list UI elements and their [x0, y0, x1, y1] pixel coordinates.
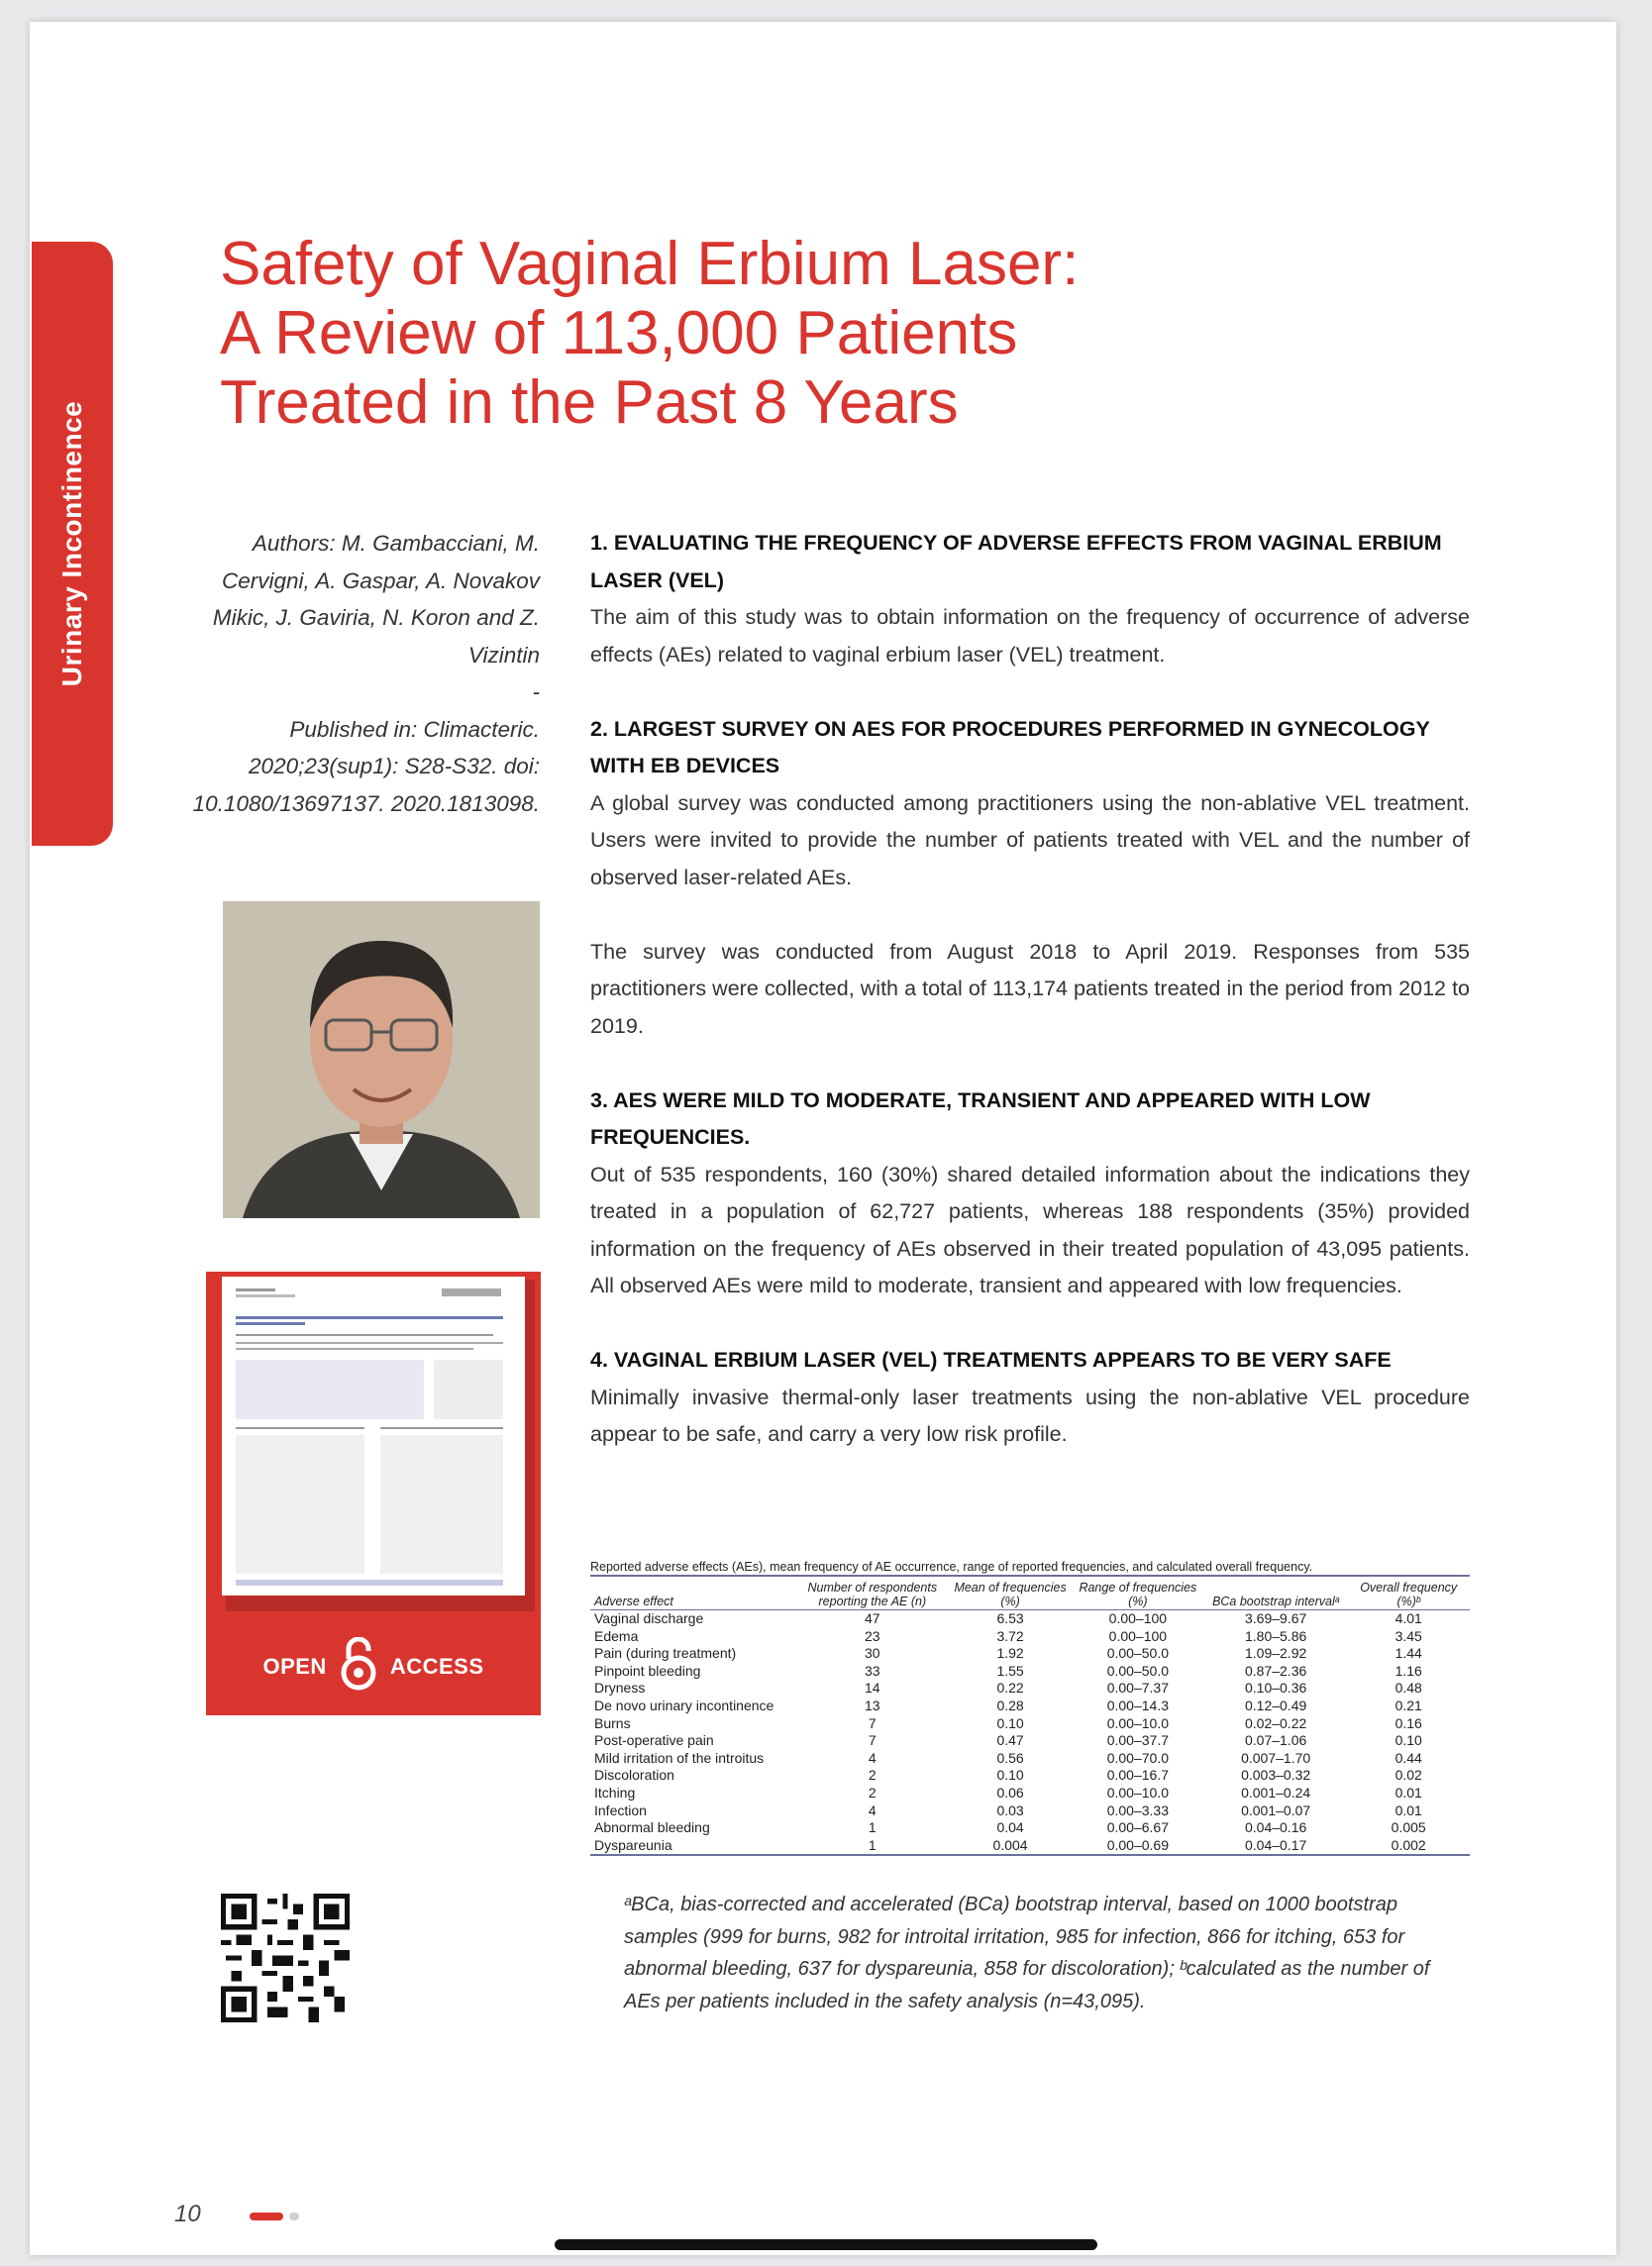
table-cell: 0.10 [996, 1714, 1024, 1731]
table-row [590, 1680, 1470, 1698]
table-cell: 0.001–0.24 [1241, 1784, 1311, 1801]
article-title-line-2: A Review of 113,000 Patients [220, 299, 1018, 367]
table-cell: 3.45 [1394, 1627, 1422, 1644]
page-indicator-active [250, 2213, 283, 2220]
table-cell: 0.06 [996, 1784, 1024, 1801]
table-cell: 4 [868, 1802, 877, 1818]
table-cell: Vaginal discharge [594, 1610, 704, 1626]
table-header: Adverse effect [590, 1576, 795, 1610]
table-cell: Dyspareunia [594, 1836, 672, 1853]
open-access-badge [206, 1618, 541, 1715]
table-header-row [590, 1576, 1470, 1610]
table-row [590, 1732, 1470, 1750]
table-cell: Infection [594, 1802, 647, 1818]
table-cell: Burns [594, 1714, 631, 1731]
table-cell: 0.21 [1394, 1697, 1422, 1713]
table-row [590, 1750, 1470, 1768]
table-cell: 0.003–0.32 [1241, 1767, 1311, 1784]
table-cell: 0.00–100 [1108, 1610, 1168, 1626]
table-row [590, 1837, 1470, 1856]
table-cell: 6.53 [996, 1610, 1024, 1626]
table-cell: 0.87–2.36 [1244, 1662, 1307, 1679]
table-cell: 0.10–0.36 [1244, 1680, 1307, 1697]
table-cell: 0.04–0.17 [1244, 1836, 1307, 1853]
table-cell: 0.00–10.0 [1106, 1784, 1170, 1801]
table-cell: 0.00–7.37 [1106, 1680, 1170, 1697]
table-row [590, 1645, 1470, 1663]
table-cell: 33 [865, 1662, 880, 1679]
table-cell: 0.00–3.33 [1106, 1802, 1170, 1818]
article-body [590, 525, 1470, 1491]
table-cell: 0.00–50.0 [1106, 1662, 1170, 1679]
table-header: Range of frequencies (%) [1072, 1576, 1204, 1610]
table-cell: 0.04 [996, 1819, 1024, 1836]
home-indicator[interactable] [555, 2239, 1097, 2250]
table-cell: 7 [868, 1714, 877, 1731]
section-2 [590, 711, 1470, 1046]
table-header: Number of respondents reporting the AE (n) [795, 1576, 949, 1610]
section-4 [590, 1342, 1470, 1454]
table-row [590, 1767, 1470, 1785]
table-cell: 2 [868, 1767, 877, 1784]
table-cell: Edema [594, 1627, 639, 1644]
table-cell: 4 [868, 1749, 877, 1766]
section-4-paragraph: Minimally invasive thermal-only laser treatments using the non-ablative VEL procedure appear to be safe, and carry a very low risk profile. [590, 1385, 1470, 1446]
table-cell: Abnormal bleeding [594, 1819, 710, 1836]
table-header: BCa bootstrap intervalᵃ [1204, 1576, 1348, 1610]
section-1-heading: 1. EVALUATING THE FREQUENCY OF ADVERSE EFFECTS FROM VAGINAL ERBIUM LASER (VEL) [590, 531, 1442, 592]
table-cell: 0.002 [1391, 1836, 1426, 1853]
table-cell: 0.48 [1394, 1680, 1422, 1697]
table-cell: Pinpoint bleeding [594, 1662, 701, 1679]
table-header: Overall frequency (%)ᵇ [1347, 1576, 1470, 1610]
table-cell: 23 [865, 1627, 880, 1644]
table-cell: 1.09–2.92 [1244, 1645, 1307, 1662]
section-1 [590, 525, 1470, 673]
table-cell: 0.07–1.06 [1244, 1732, 1307, 1749]
table-cell: 13 [865, 1697, 880, 1713]
table-cell: 0.00–37.7 [1106, 1732, 1170, 1749]
table-cell: 0.005 [1391, 1819, 1426, 1836]
table-cell: 0.01 [1394, 1802, 1422, 1818]
table-cell: 0.00–0.69 [1106, 1836, 1170, 1853]
author-photo [223, 901, 540, 1218]
open-access-right: ACCESS [389, 1654, 484, 1679]
table-cell: 0.47 [996, 1732, 1024, 1749]
table-row [590, 1715, 1470, 1733]
table-cell: 1 [868, 1836, 877, 1853]
table-cell: 0.04–0.16 [1244, 1819, 1307, 1836]
table-cell: 0.007–1.70 [1241, 1749, 1311, 1766]
qr-code-icon[interactable] [221, 1894, 350, 2022]
page-indicator-dot [289, 2213, 299, 2220]
table-row [590, 1819, 1470, 1837]
table-cell: 0.00–10.0 [1106, 1714, 1170, 1731]
table-cell: 1.92 [996, 1645, 1024, 1662]
publication-text: Published in: Climacteric. 2020;23(sup1): S28-S32. doi: 10.1080/13697137. 2020.1813098. [192, 716, 540, 816]
table-row [590, 1628, 1470, 1646]
paper-thumbnail-card[interactable] [206, 1272, 541, 1715]
table-cell: 0.02 [1394, 1767, 1422, 1784]
table-cell: 0.004 [992, 1836, 1028, 1853]
table-cell: 30 [865, 1645, 880, 1662]
table-cell: 0.00–70.0 [1106, 1749, 1170, 1766]
table-footnote: ᵃBCa, bias-corrected and accelerated (BCa) bootstrap interval, based on 1000 bootstrap samples (999 for burns, 982 for introital irritation, 985 for infection, 866 for itching, 653 for abnormal bleeding, 637 for dyspareunia, 858 for discoloration); ᵇcalculated as the number of AEs per patients included in the safety analysis (n=43,095). [624, 1894, 1430, 2012]
table-cell: 0.12–0.49 [1244, 1697, 1307, 1713]
table-header: Mean of frequencies (%) [949, 1576, 1072, 1610]
page-indicator [250, 2213, 299, 2220]
table-cell: 1.16 [1394, 1662, 1422, 1679]
section-4-heading: 4. VAGINAL ERBIUM LASER (VEL) TREATMENTS APPEARS TO BE VERY SAFE [590, 1348, 1392, 1372]
table-cell: 4.01 [1394, 1610, 1422, 1626]
table-cell: 2 [868, 1784, 877, 1801]
open-access-left: OPEN [262, 1654, 327, 1679]
table-cell: 0.56 [996, 1749, 1024, 1766]
table-caption: Reported adverse effects (AEs), mean frequency of AE occurrence, range of reported frequencies, and calculated overall frequency. [590, 1560, 1313, 1574]
table-cell: 0.16 [1394, 1714, 1422, 1731]
section-3 [590, 1082, 1470, 1305]
table-row [590, 1785, 1470, 1802]
section-2-paragraph-1: A global survey was conducted among practitioners using the non-ablative VEL treatment. Users were invited to provide the number of patients treated with VEL and the number of observed laser-related AEs. [590, 790, 1470, 889]
table-cell: Post-operative pain [594, 1732, 714, 1749]
table-cell: Pain (during treatment) [594, 1645, 737, 1662]
open-access-lock-icon [339, 1637, 378, 1697]
meta-separator: - [532, 679, 540, 704]
adverse-effects-table-block [590, 1559, 1470, 1856]
paper-thumbnail-illustration [222, 1277, 525, 1596]
table-cell: 0.00–50.0 [1106, 1645, 1170, 1662]
table-cell: 47 [865, 1610, 880, 1626]
section-side-tab [32, 242, 113, 846]
table-row [590, 1698, 1470, 1715]
table-cell: 0.10 [996, 1767, 1024, 1784]
table-cell: 0.44 [1394, 1749, 1422, 1766]
page-number: 10 [174, 2201, 201, 2227]
authors-text: Authors: M. Gambacciani, M. Cervigni, A. Gaspar, A. Novakov Mikic, J. Gaviria, N. Koron and Z. Vizintin [212, 531, 540, 668]
article-title-line-3: Treated in the Past 8 Years [220, 368, 959, 437]
article-title [220, 230, 1210, 438]
table-cell: 0.03 [996, 1802, 1024, 1818]
author-photo-illustration [223, 901, 540, 1218]
table-cell: 0.00–100 [1108, 1627, 1168, 1644]
section-3-paragraph: Out of 535 respondents, 160 (30%) shared detailed information about the indications they treated in a population of 62,727 patients, whereas 188 respondents (35%) provided information on the frequency of AEs observed in their treated population of 43,095 patients. All observed AEs were mild to moderate, transient and appeared with low frequencies. [590, 1162, 1470, 1297]
table-cell: 0.02–0.22 [1244, 1714, 1307, 1731]
section-2-heading: 2. LARGEST SURVEY ON AES FOR PROCEDURES PERFORMED IN GYNECOLOGY WITH EB DEVICES [590, 716, 1430, 777]
table-cell: 1.44 [1394, 1645, 1422, 1662]
table-cell: 1 [868, 1819, 877, 1836]
table-cell: Discoloration [594, 1767, 674, 1784]
table-cell: 0.00–16.7 [1106, 1767, 1170, 1784]
table-cell: 0.22 [996, 1680, 1024, 1697]
table-cell: Itching [594, 1784, 636, 1801]
table-cell: 7 [868, 1732, 877, 1749]
table-cell: 14 [865, 1680, 880, 1697]
table-cell: 0.00–6.67 [1106, 1819, 1170, 1836]
table-row [590, 1610, 1470, 1628]
table-cell: 0.28 [996, 1697, 1024, 1713]
section-2-paragraph-2: The survey was conducted from August 2018 to April 2019. Responses from 535 practitioners were collected, with a total of 113,174 patients treated in the period from 2012 to 2019. [590, 939, 1470, 1038]
table-row [590, 1802, 1470, 1820]
table-cell: 1.55 [996, 1662, 1024, 1679]
section-1-paragraph: The aim of this study was to obtain information on the frequency of occurrence of adverse effects (AEs) related to vaginal erbium laser (VEL) treatment. [590, 605, 1470, 667]
table-cell: Mild irritation of the introitus [594, 1749, 765, 1766]
section-3-heading: 3. AES WERE MILD TO MODERATE, TRANSIENT AND APPEARED WITH LOW FREQUENCIES. [590, 1087, 1371, 1149]
table-cell: De novo urinary incontinence [594, 1697, 774, 1713]
table-row [590, 1663, 1470, 1681]
paper-thumbnail [222, 1277, 525, 1596]
section-side-tab-label: Urinary Incontinence [56, 400, 87, 687]
article-title-line-1: Safety of Vaginal Erbium Laser: [220, 230, 1080, 298]
table-cell: 3.72 [996, 1627, 1024, 1644]
adverse-effects-table [590, 1575, 1470, 1856]
table-cell: 3.69–9.67 [1244, 1610, 1307, 1626]
article-meta [178, 525, 540, 822]
magazine-page [30, 22, 1616, 2255]
table-cell: 0.001–0.07 [1241, 1802, 1311, 1818]
table-cell: 0.00–14.3 [1106, 1697, 1170, 1713]
table-cell: 0.10 [1394, 1732, 1422, 1749]
table-cell: 0.01 [1394, 1784, 1422, 1801]
table-cell: Dryness [594, 1680, 646, 1697]
table-cell: 1.80–5.86 [1244, 1627, 1307, 1644]
